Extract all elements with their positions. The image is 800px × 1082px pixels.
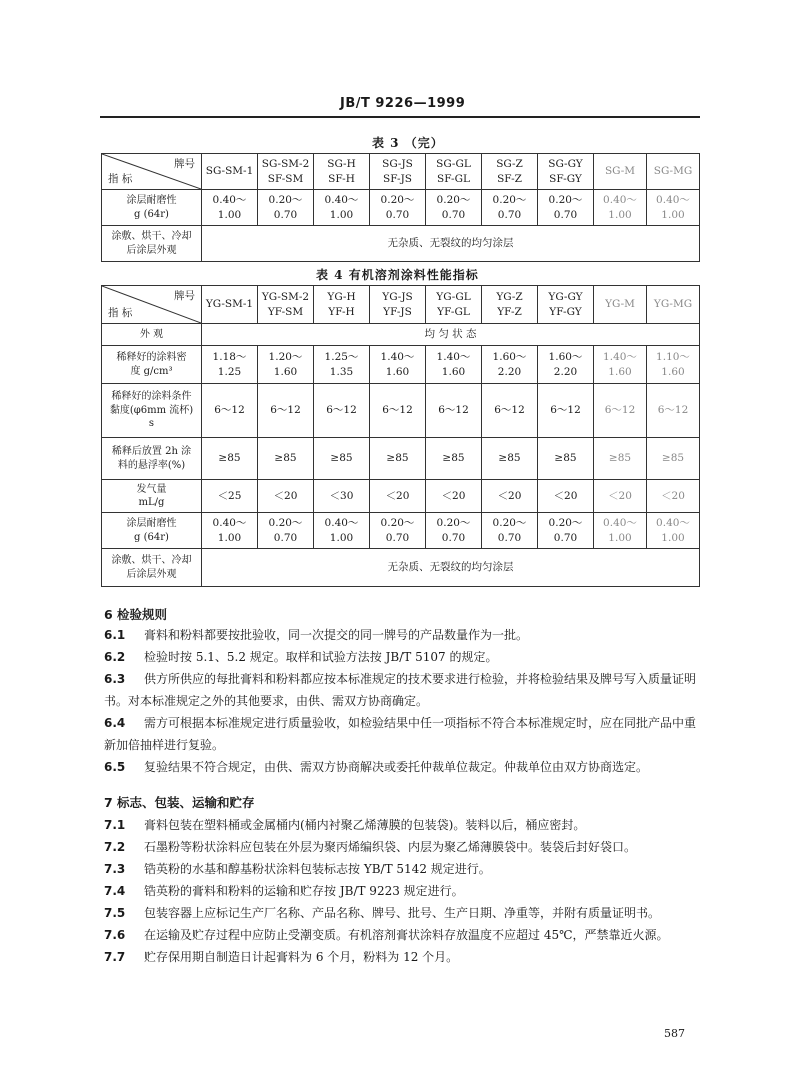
clause-text: 贮存保用期自制造日计起膏料为 6 个月，粉料为 12 个月。 (144, 950, 459, 964)
value-cell: ≥85 (482, 438, 538, 480)
value-cell: 0.20～0.70 (370, 190, 426, 226)
grade-header: SG-SM-1 (202, 154, 258, 190)
clause (104, 946, 700, 968)
value-cell: 0.40～1.00 (314, 190, 370, 226)
value-cell: ≥85 (370, 438, 426, 480)
row-label: 涂层耐磨性 g (64r) (102, 190, 202, 226)
clause-text: 需方可根据本标准规定进行质量验收，如检验结果中任一项指标不符合本标准规定时，应在同批产品中重新加倍抽样进行复验。 (104, 716, 697, 752)
value-cell: 6～12 (426, 384, 482, 438)
clause-text: 包装容器上应标记生产厂名称、产品名称、牌号、批号、生产日期、净重等，并附有质量证明书。 (144, 906, 661, 920)
clause-number: 7.1 (104, 818, 126, 832)
grade-heading: 牌号 (174, 290, 195, 302)
grade-header: YG-MG (647, 286, 700, 324)
header-rule (100, 116, 700, 118)
clause-number: 6.4 (104, 716, 126, 730)
value-cell: 1.40～1.60 (426, 346, 482, 384)
table4 (101, 285, 700, 587)
value-cell: 0.20～0.70 (258, 513, 314, 549)
table-row (102, 384, 700, 438)
clause-number: 6.1 (104, 628, 126, 642)
value-cell: 0.40～1.00 (202, 513, 258, 549)
table-row (102, 549, 700, 587)
grade-header: SG-H SF-H (314, 154, 370, 190)
row-label: 稀释后放置 2h 涂 料的悬浮率(%) (102, 438, 202, 480)
grade-header: SG-GY SF-GY (538, 154, 594, 190)
clause-number: 6.5 (104, 760, 126, 774)
merged-value: 无杂质、无裂纹的均匀涂层 (202, 549, 700, 587)
value-cell: ≥85 (314, 438, 370, 480)
grade-header: YG-Z YF-Z (482, 286, 538, 324)
value-cell: ≥85 (647, 438, 700, 480)
clause-number: 7.3 (104, 862, 126, 876)
grade-header: YG-H YF-H (314, 286, 370, 324)
table3 (101, 153, 700, 262)
value-cell: 6～12 (647, 384, 700, 438)
value-cell: 0.20～0.70 (258, 190, 314, 226)
value-cell: 1.18～1.25 (202, 346, 258, 384)
value-cell: 1.20～1.60 (258, 346, 314, 384)
value-cell: ≥85 (594, 438, 647, 480)
value-cell: 6～12 (370, 384, 426, 438)
row-label: 涂敷、烘干、冷却 后涂层外观 (102, 226, 202, 262)
table-row (102, 438, 700, 480)
row-label: 涂层耐磨性 g (64r) (102, 513, 202, 549)
clause (104, 880, 700, 902)
grade-header: YG-SM-2 YF-SM (258, 286, 314, 324)
clause-number: 7.5 (104, 906, 126, 920)
value-cell: ＜20 (538, 480, 594, 513)
value-cell: 1.10～1.60 (647, 346, 700, 384)
value-cell: 0.40～1.00 (314, 513, 370, 549)
clause-text: 供方所供应的每批膏料和粉料都应按本标准规定的技术要求进行检验，并将检验结果及牌号写入质量证明书。对本标准规定之外的其他要求，由供、需双方协商确定。 (104, 672, 697, 708)
value-cell: 0.20～0.70 (370, 513, 426, 549)
merged-value: 均 匀 状 态 (202, 324, 700, 346)
clause-text: 石墨粉等粉状涂料应包装在外层为聚丙烯编织袋、内层为聚乙烯薄膜袋中。装袋后封好袋口。 (144, 840, 637, 854)
row-label: 发气量 mL/g (102, 480, 202, 513)
clause-number: 7.7 (104, 950, 126, 964)
value-cell: ＜20 (647, 480, 700, 513)
value-cell: 1.40～1.60 (370, 346, 426, 384)
value-cell: ＜20 (482, 480, 538, 513)
clause (104, 902, 700, 924)
clause-text: 锆英粉的膏料和粉料的运输和贮存按 JB/T 9223 规定进行。 (144, 884, 464, 898)
index-heading: 指 标 (108, 306, 133, 319)
table-row (102, 226, 700, 262)
value-cell: ≥85 (202, 438, 258, 480)
grade-header: SG-M (594, 154, 647, 190)
clause (104, 646, 700, 668)
value-cell: 6～12 (258, 384, 314, 438)
table-row (102, 513, 700, 549)
grade-header: YG-JS YF-JS (370, 286, 426, 324)
value-cell: 6～12 (538, 384, 594, 438)
standard-number: JB/T 9226—1999 (340, 96, 466, 111)
table4-corner-cell (102, 286, 202, 324)
grade-header: SG-MG (647, 154, 700, 190)
clause-number: 7.2 (104, 840, 126, 854)
grade-header: SG-Z SF-Z (482, 154, 538, 190)
value-cell: 0.40～1.00 (202, 190, 258, 226)
table3-corner-cell (102, 154, 202, 190)
page-number: 587 (664, 1027, 685, 1040)
index-heading: 指 标 (108, 172, 133, 185)
table4-header-row (102, 286, 700, 324)
section6-title: 6 检验规则 (104, 607, 168, 622)
clause (104, 712, 700, 756)
table3-caption: 表 3 （完） (372, 136, 444, 150)
value-cell: 0.20～0.70 (426, 513, 482, 549)
value-cell: 6～12 (594, 384, 647, 438)
clause-text: 在运输及贮存过程中应防止受潮变质。有机溶剂膏状涂料存放温度不应超过 45℃，严禁靠近火源。 (144, 928, 669, 942)
value-cell: ＜25 (202, 480, 258, 513)
grade-header: YG-GY YF-GY (538, 286, 594, 324)
value-cell: 0.40～1.00 (647, 190, 700, 226)
value-cell: ＜20 (594, 480, 647, 513)
value-cell: ＜30 (314, 480, 370, 513)
value-cell: ≥85 (426, 438, 482, 480)
value-cell: 0.40～1.00 (594, 513, 647, 549)
value-cell: 1.60～2.20 (538, 346, 594, 384)
table4-caption: 表 4 有机溶剂涂料性能指标 (316, 268, 479, 282)
clause-text: 膏料和粉料都要按批验收，同一次提交的同一牌号的产品数量作为一批。 (144, 628, 529, 642)
value-cell: 6～12 (482, 384, 538, 438)
clause (104, 624, 700, 646)
clause-text: 膏料包装在塑料桶或金属桶内(桶内衬聚乙烯薄膜的包装袋)。装料以后，桶应密封。 (144, 818, 586, 832)
grade-header: SG-JS SF-JS (370, 154, 426, 190)
table-row (102, 346, 700, 384)
clause-text: 检验时按 5.1、5.2 规定。取样和试验方法按 JB/T 5107 的规定。 (144, 650, 498, 664)
row-label: 稀释好的涂料条件 黏度(φ6mm 流杯) s (102, 384, 202, 438)
grade-header: YG-SM-1 (202, 286, 258, 324)
clause (104, 858, 700, 880)
row-label: 稀释好的涂料密 度 g/cm³ (102, 346, 202, 384)
value-cell: ≥85 (258, 438, 314, 480)
table3-header-row (102, 154, 700, 190)
clause (104, 668, 700, 712)
clause-number: 7.4 (104, 884, 126, 898)
row-label: 涂敷、烘干、冷却 后涂层外观 (102, 549, 202, 587)
value-cell: ≥85 (538, 438, 594, 480)
value-cell: 1.60～2.20 (482, 346, 538, 384)
value-cell: 0.20～0.70 (482, 190, 538, 226)
clause (104, 756, 700, 778)
value-cell: 0.40～1.00 (594, 190, 647, 226)
value-cell: ＜20 (370, 480, 426, 513)
value-cell: ＜20 (426, 480, 482, 513)
clause-number: 6.3 (104, 672, 126, 686)
value-cell: 0.20～0.70 (426, 190, 482, 226)
grade-header: SG-GL SF-GL (426, 154, 482, 190)
clause-number: 6.2 (104, 650, 126, 664)
value-cell: 1.40～1.60 (594, 346, 647, 384)
value-cell: 0.40～1.00 (647, 513, 700, 549)
clause-text: 锆英粉的水基和醇基粉状涂料包装标志按 YB/T 5142 规定进行。 (144, 862, 491, 876)
value-cell: 0.20～0.70 (538, 513, 594, 549)
grade-header: YG-GL YF-GL (426, 286, 482, 324)
clause (104, 814, 700, 836)
merged-value: 无杂质、无裂纹的均匀涂层 (202, 226, 700, 262)
clause (104, 836, 700, 858)
value-cell: 1.25～1.35 (314, 346, 370, 384)
grade-header: SG-SM-2 SF-SM (258, 154, 314, 190)
grade-header: YG-M (594, 286, 647, 324)
value-cell: 6～12 (202, 384, 258, 438)
value-cell: 6～12 (314, 384, 370, 438)
row-label: 外 观 (102, 324, 202, 346)
clause-number: 7.6 (104, 928, 126, 942)
value-cell: 0.20～0.70 (538, 190, 594, 226)
section7-title: 7 标志、包装、运输和贮存 (104, 795, 255, 810)
value-cell: ＜20 (258, 480, 314, 513)
table-row (102, 324, 700, 346)
table-row (102, 480, 700, 513)
value-cell: 0.20～0.70 (482, 513, 538, 549)
clause (104, 924, 700, 946)
clause-text: 复验结果不符合规定，由供、需双方协商解决或委托仲裁单位裁定。仲裁单位由双方协商选定。 (144, 760, 649, 774)
grade-heading: 牌号 (174, 158, 195, 170)
table-row (102, 190, 700, 226)
